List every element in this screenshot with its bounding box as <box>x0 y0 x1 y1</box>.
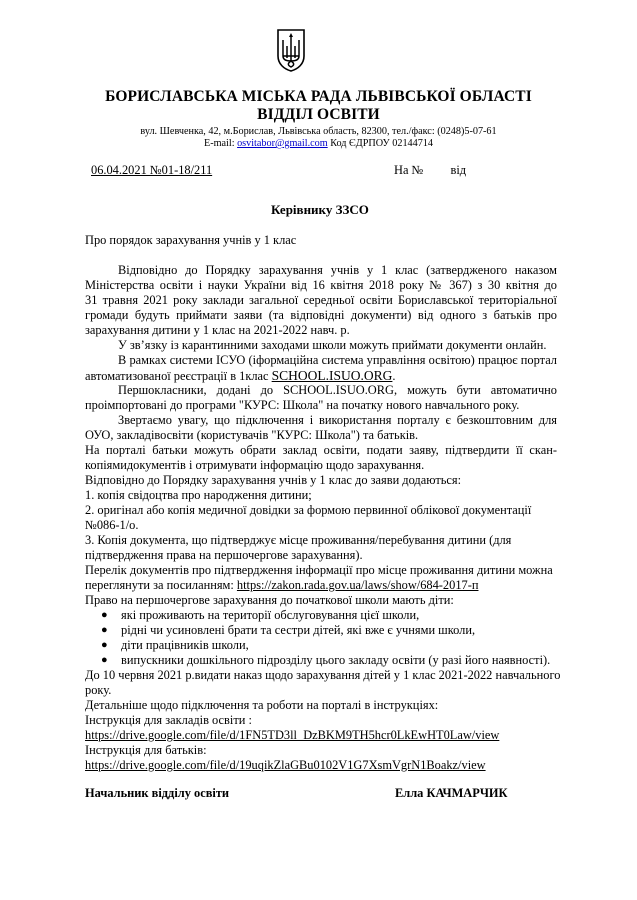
instr-parents-link[interactable]: https://drive.google.com/file/d/19uqikZlaGBu0102V1G7XsmVgrN1Boakz/view <box>85 758 486 772</box>
incoming-number: На № від <box>394 163 467 177</box>
subject: Про порядок зарахування учнів у 1 клас <box>85 233 297 247</box>
para1-line-2: Міністерства освіти і науки України від 16 квітня 2018 року № 367) з 30 квітня до <box>85 278 557 292</box>
para1-line-3: 31 травня 2021 року заклади загальної середньої освіти Бориславської територіальної <box>85 293 557 307</box>
trident-coat-of-arms-icon <box>276 28 306 72</box>
para1-line-4: громади будуть приймати заяви (та відповідні документи) від одного з батьків про <box>85 308 557 322</box>
para6-line-1: На порталі батьки можуть обрати заклад освіти, подати заяву, підтвердити її скан- <box>85 443 557 457</box>
header-contacts <box>0 138 637 149</box>
signature-name: Елла КАЧМАРЧИК <box>395 786 508 800</box>
doc-item-2-line-2: №086-1/о. <box>85 518 139 532</box>
para3-line-2: автоматизованої реєстрації в 1клас SCHOOL.ISUO.ORG. <box>85 368 396 383</box>
list-link-intro-line-1: Перелік документів про підтвердження інформації про місце проживання дитини можна <box>85 563 553 577</box>
para2: У зв’язку із карантинними заходами школи можуть приймати документи онлайн. <box>118 338 547 352</box>
para5-line-2: ОУО, закладівосвіти (користувачів "КУРС: Школа") та батьків. <box>85 428 419 442</box>
priority-item-2: рідні чи усиновлені брати та сестри дітей, які вже є учнями школи, <box>121 623 476 637</box>
header-line-1: БОРИСЛАВСЬКА МІСЬКА РАДА ЛЬВІВСЬКОЇ ОБЛАСТІ <box>105 88 532 105</box>
signature-title: Начальник відділу освіти <box>85 786 230 800</box>
email-label: E-mail: <box>203 138 238 149</box>
instr-schools-label: Інструкція для закладів освіти : <box>85 713 252 727</box>
zakon-rada-link[interactable]: https://zakon.rada.gov.ua/laws/show/684-2017-п <box>236 578 479 592</box>
para5-line-1: Звертаємо увагу, що підключення і використання порталу є безкоштовним для <box>118 413 557 427</box>
bullet-icon: ● <box>101 639 108 651</box>
list-link-intro-line-2: переглянути за посиланням: https://zakon.rada.gov.ua/laws/show/684-2017-п <box>85 578 479 592</box>
doc-item-3-line-1: 3. Копія документа, що підтверджує місце проживання/перебування дитини (для <box>85 533 512 547</box>
priority-intro: Право на першочергове зарахування до початкової школи мають діти: <box>85 593 454 607</box>
doc-item-3-line-2: підтвердження права на першочергове зарахування). <box>85 548 363 562</box>
para4-line-1: Першокласники, додані до SCHOOL.ISUO.ORG, можуть бути автоматично <box>118 383 557 397</box>
details: Детальніше щодо підключення та роботи на порталі в інструкціях: <box>85 698 439 712</box>
bullet-icon: ● <box>101 654 108 666</box>
para6-line-2: копіямидокументів і отримувати інформацію щодо зарахування. <box>85 458 425 472</box>
para3-line-1: В рамках системи ІСУО (іформаційна система управління освітою) працює портал <box>118 353 557 367</box>
bullet-icon: ● <box>101 624 108 636</box>
school-isuo-link[interactable]: SCHOOL.ISUO.ORG <box>271 368 393 383</box>
outgoing-number: 06.04.2021 №01-18/211 <box>91 163 213 177</box>
edrpou-code: Код ЄДРПОУ 02144714 <box>327 138 434 149</box>
instr-schools-link[interactable]: https://drive.google.com/file/d/1FN5TD3ll_DzBKM9TH5hcr0LkEwHT0Law/view <box>85 728 500 742</box>
para4-line-2: проімпортовані до програми "КУРС: Школа" на початку нового навчального року. <box>85 398 520 412</box>
para1-line-1: Відповідно до Порядку зарахування учнів у 1 клас (затвердженого наказом <box>118 263 557 277</box>
para1-line-5: зарахування дитини у 1 клас на 2021-2022 навч. р. <box>85 323 350 337</box>
priority-item-1: які проживають на території обслуговування цієї школи, <box>121 608 420 622</box>
docs-intro: Відповідно до Порядку зарахування учнів у 1 клас до заяви додаються: <box>85 473 462 487</box>
priority-item-3: діти працівників школи, <box>121 638 249 652</box>
order-line-2: року. <box>85 683 112 697</box>
header-address: вул. Шевченка, 42, м.Борислав, Львівська область, 82300, тел./факс: (0248)5-07-61 <box>140 126 497 137</box>
email-link[interactable]: osvitabor@gmail.com <box>237 138 328 149</box>
doc-item-2-line-1: 2. оригінал або копія медичної довідки за формою первинної облікової документації <box>85 503 532 517</box>
bullet-icon: ● <box>101 609 108 621</box>
header-line-2: ВІДДІЛ ОСВІТИ <box>257 106 380 123</box>
instr-parents-label: Інструкція для батьків: <box>85 743 207 757</box>
doc-item-1: 1. копія свідоцтва про народження дитини; <box>85 488 312 502</box>
priority-item-4: випускники дошкільного підрозділу цього закладу освіти (у разі його наявності). <box>121 653 551 667</box>
order-line-1: До 10 червня 2021 р.видати наказ щодо зарахування дітей у 1 клас 2021-2022 навчального <box>85 668 561 682</box>
addressee: Керівнику ЗЗСО <box>271 202 369 217</box>
